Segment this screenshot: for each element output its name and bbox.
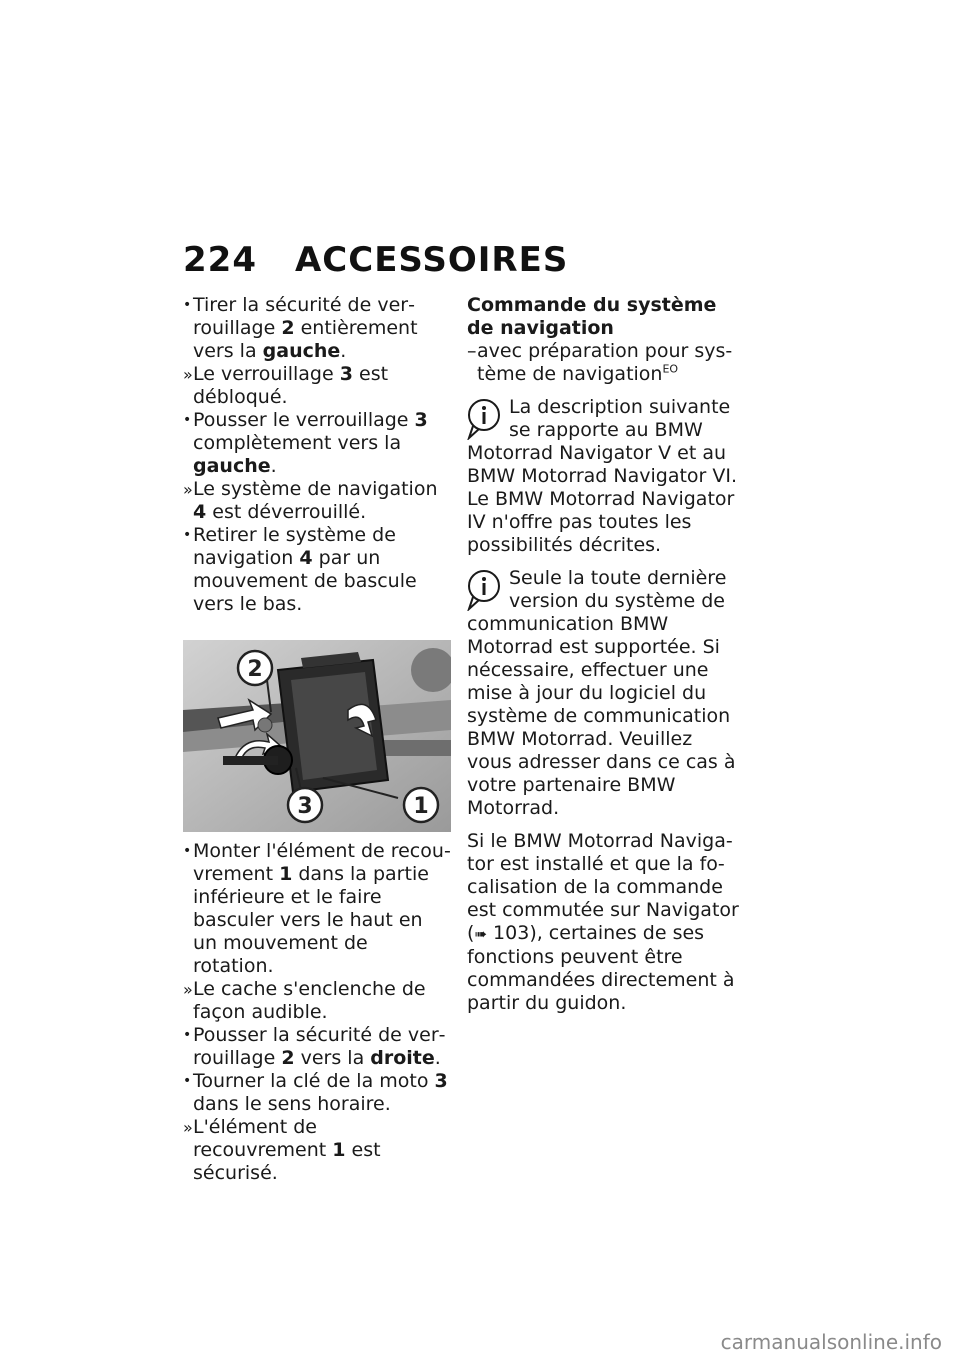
step-reference: 3 <box>339 363 353 385</box>
step-text: . <box>340 340 347 362</box>
step-text: dans la partie inférieure et le faire basculer vers le haut en un mouvement de rotation. <box>193 863 429 977</box>
step-list-before <box>183 294 451 616</box>
page-reference[interactable]: 103 <box>487 922 530 944</box>
figure-navigator-mount <box>183 640 451 832</box>
step-reference: 3 <box>414 409 428 431</box>
bullet-icon: • <box>183 843 192 859</box>
step-text: . <box>270 455 277 477</box>
step-text: est déverrouillé. <box>206 501 367 523</box>
page-reference-arrow-icon: ➠ <box>474 925 487 943</box>
step-text: par un mouvement de bascule vers le bas. <box>193 547 417 615</box>
step-text: entièrement vers la <box>193 317 418 362</box>
step-text: Pousser le verrouillage <box>193 409 415 431</box>
chapter-title: ACCESSOIRES <box>294 240 569 280</box>
step-text: Monter l'élément de recouvrement <box>193 840 451 885</box>
bullet-icon: • <box>183 412 192 428</box>
action-step <box>183 1070 451 1116</box>
step-text: Pousser la sécurité de verrouillage <box>193 1024 446 1069</box>
step-reference: 3 <box>434 1070 448 1092</box>
watermark: carmanualsonline.info <box>720 1330 942 1354</box>
svg-text:1: 1 <box>413 794 429 819</box>
page-header <box>183 240 568 280</box>
step-text: Le système de navigation <box>193 478 438 500</box>
prerequisite-dash: – <box>467 340 477 362</box>
left-column <box>183 294 451 1185</box>
result-arrow-icon: » <box>183 365 193 384</box>
prerequisite-text: avec préparation pour système de navigation <box>477 340 733 385</box>
info-note-1-text: La description suivante se rapporte au BMW Motorrad Navigator V et au BMW Motorrad Navigator VI. Le BMW Motorrad Navigator IV n'offre pas toutes les possibilités décrites. <box>467 396 738 556</box>
callout-3 <box>288 788 322 822</box>
step-reference: droite <box>370 1047 435 1069</box>
step-text: L'élément de recouvrement <box>193 1116 333 1161</box>
right-column <box>467 294 739 1015</box>
step-text: Le verrouillage <box>193 363 340 385</box>
prerequisite <box>467 340 739 386</box>
action-step <box>183 409 451 478</box>
bullet-icon: • <box>183 297 192 313</box>
result-arrow-icon: » <box>183 980 193 999</box>
step-reference: gauche <box>262 340 341 362</box>
result-step <box>183 1116 451 1185</box>
svg-text:2: 2 <box>247 657 263 682</box>
step-text: vers la <box>294 1047 371 1069</box>
info-note-1 <box>467 396 739 557</box>
result-step <box>183 978 451 1024</box>
paragraph-text-end: ), certaines de ses fonctions peuvent être commandées directement à partir du guidon. <box>467 922 735 1014</box>
result-step <box>183 478 451 524</box>
mount-illustration <box>183 640 451 832</box>
step-text: Le cache s'enclenche de façon audible. <box>193 978 426 1023</box>
step-reference: 4 <box>299 547 313 569</box>
section-title: Commande du système de navigation <box>467 294 717 339</box>
result-arrow-icon: » <box>183 1118 193 1137</box>
step-reference: gauche <box>193 455 271 477</box>
option-code: EO <box>662 362 679 376</box>
step-reference: 1 <box>279 863 293 885</box>
callout-2 <box>238 651 272 685</box>
info-note-2 <box>467 567 739 820</box>
action-step <box>183 1024 451 1070</box>
step-text: complètement vers la <box>193 432 402 454</box>
action-step <box>183 524 451 616</box>
navigator-paragraph <box>467 830 739 1015</box>
step-text: Tirer la sécurité de verrouillage <box>193 294 415 339</box>
step-text: . <box>434 1047 441 1069</box>
step-text: Tourner la clé de la moto <box>193 1070 435 1092</box>
action-step <box>183 840 451 978</box>
info-note-2-text: Seule la toute dernière version du système de communication BMW Motorrad est supportée. Si nécessaire, effectuer une mise à jour du logiciel du système de communication BMW Motorrad. Veuillez vous adresser dans ce cas à votre partenaire BMW Motorrad. <box>467 567 736 819</box>
paragraph-text: Si le BMW Motorrad Navigator est installé et que la focalisation de la commande est commutée sur Navigator ( <box>467 830 739 944</box>
action-step <box>183 294 451 363</box>
step-text: Retirer le système de navigation <box>193 524 396 569</box>
step-reference: 4 <box>193 501 207 523</box>
step-text: est débloqué. <box>193 363 389 408</box>
bullet-icon: • <box>183 1027 192 1043</box>
bullet-icon: • <box>183 527 192 543</box>
step-list-after <box>183 840 451 1185</box>
step-text: est sécurisé. <box>193 1139 381 1184</box>
svg-text:3: 3 <box>297 794 313 819</box>
result-step <box>183 363 451 409</box>
step-reference: 1 <box>332 1139 346 1161</box>
callout-1 <box>404 788 438 822</box>
bullet-icon: • <box>183 1073 192 1089</box>
info-icon <box>467 398 501 440</box>
step-reference: 2 <box>281 317 295 339</box>
page-number: 224 <box>183 240 257 280</box>
step-text: dans le sens horaire. <box>193 1093 391 1115</box>
info-icon <box>467 569 501 611</box>
step-reference: 2 <box>281 1047 295 1069</box>
result-arrow-icon: » <box>183 480 193 499</box>
